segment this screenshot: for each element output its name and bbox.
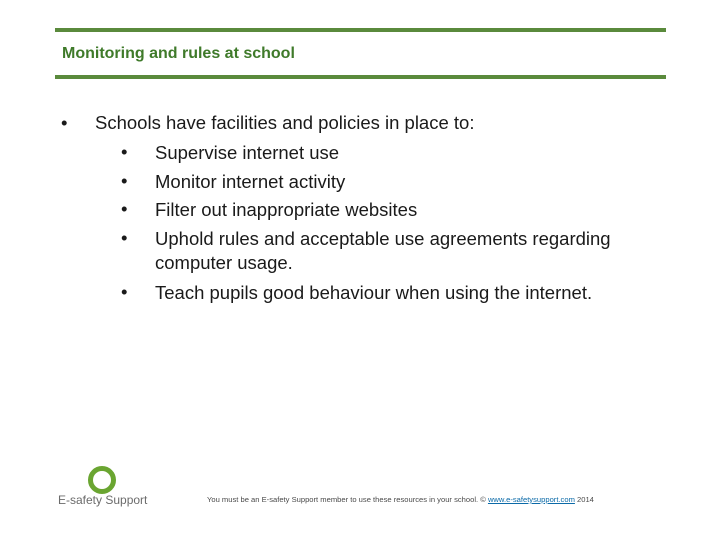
footer-year: 2014: [574, 495, 594, 504]
sub-point-text: Teach pupils good behaviour when using the internet.: [155, 282, 593, 303]
page-title: Monitoring and rules at school: [62, 45, 295, 62]
title-top-rule: [55, 28, 666, 32]
logo-text: E-safety Support: [58, 493, 148, 507]
sub-point-text: Supervise internet use: [155, 142, 340, 163]
title-bottom-rule: [55, 75, 666, 79]
esafety-support-logo: [55, 462, 147, 512]
sub-point-text: Uphold rules and acceptable use agreements regarding computer usage.: [155, 228, 611, 273]
bullet-icon: •: [121, 141, 128, 162]
bullet-icon: •: [121, 281, 128, 302]
main-point-text: Schools have facilities and policies in place to:: [95, 112, 475, 133]
bullet-icon: •: [121, 227, 128, 248]
footer-text: You must be an E-safety Support member to use these resources in your school. ©: [207, 495, 488, 504]
footer-notice: [207, 495, 594, 504]
sub-point-text: Filter out inappropriate websites: [155, 199, 418, 220]
bullet-icon: •: [121, 198, 128, 219]
bullet-icon: •: [61, 112, 68, 133]
sub-point-text: Monitor internet activity: [155, 171, 346, 192]
bullet-icon: •: [121, 170, 128, 191]
circle-ring-logo-icon: [88, 466, 116, 494]
footer-website-link[interactable]: www.e-safetysupport.com: [487, 495, 575, 504]
